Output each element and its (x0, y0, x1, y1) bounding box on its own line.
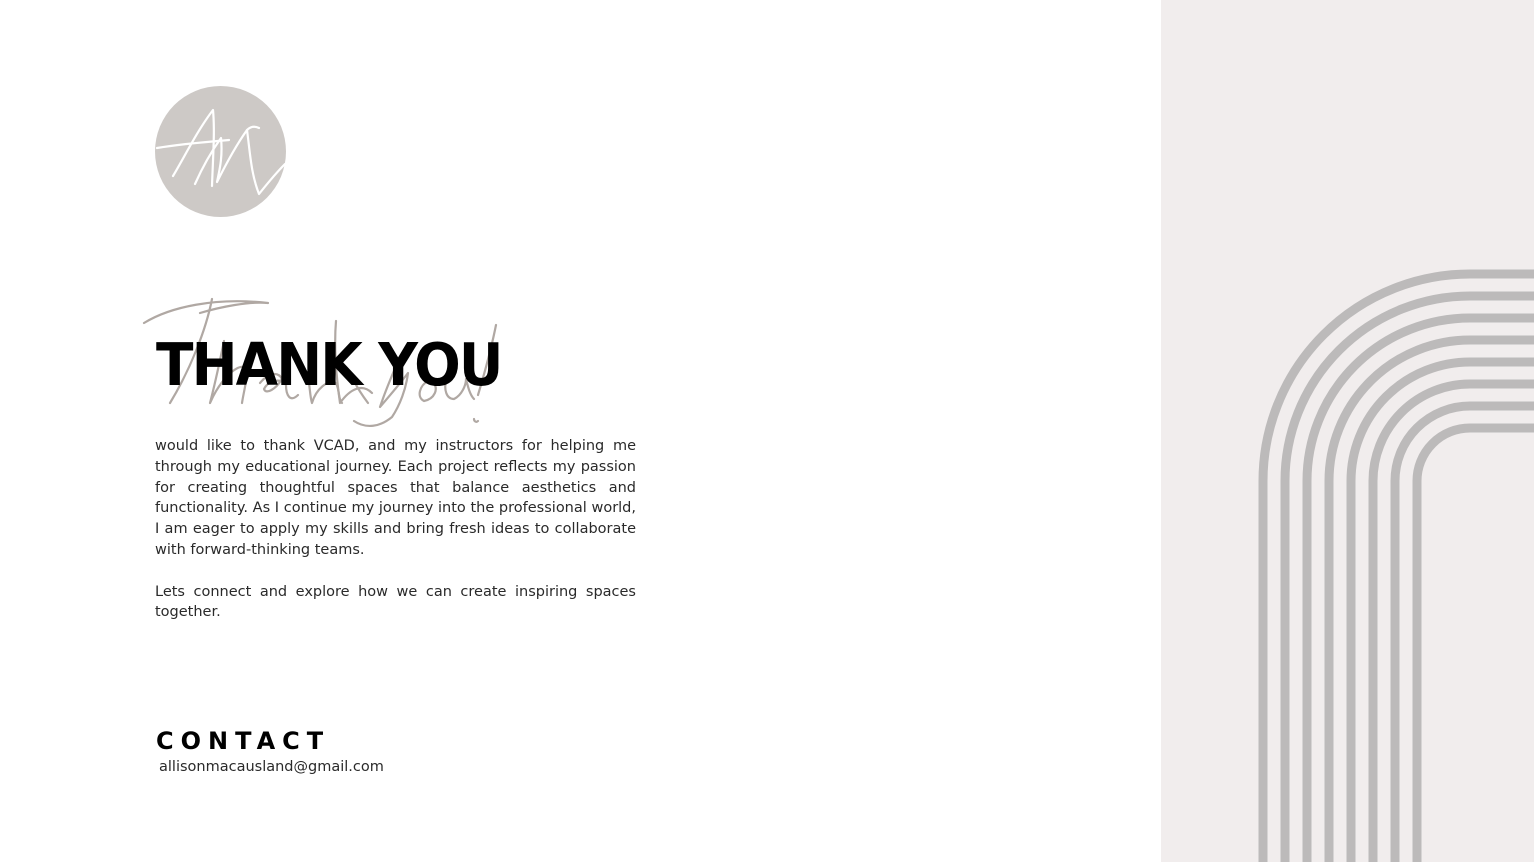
monogram-logo-graphic (155, 86, 286, 217)
thank-you-title: THANK YOU (156, 330, 502, 399)
decorative-side-panel (1161, 0, 1534, 862)
arches-decoration (1161, 0, 1534, 862)
message-paragraph-2: Lets connect and explore how we can create inspiring spaces together. (155, 583, 636, 621)
contact-heading: CONTACT (156, 727, 331, 755)
contact-email-link[interactable]: allisonmacausland@gmail.com (159, 759, 384, 775)
message-paragraph-1: would like to thank VCAD, and my instructors for helping me through my educational journey. Each project reflects my passion for creating thoughtful spaces that balance aesthetics and functionality. As I continue my journey into the professional world, I am eager to apply my skills and bring fresh ideas to collaborate with forward-thinking teams. (155, 438, 636, 558)
monogram-logo (155, 86, 286, 217)
message-body (155, 436, 636, 623)
